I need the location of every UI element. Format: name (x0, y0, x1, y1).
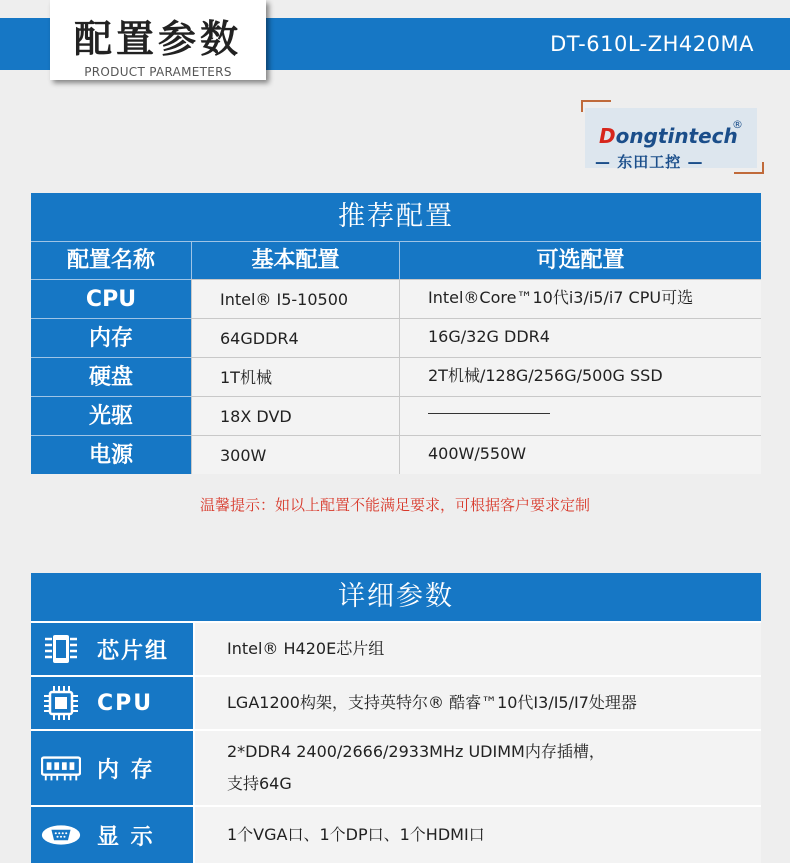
detail-title: 详细参数 (31, 573, 761, 621)
table-row (31, 318, 761, 357)
row-basic: 1T机械 (191, 358, 399, 396)
title-card (50, 0, 266, 80)
row-optional: 2T机械/128G/256G/500G SSD (399, 358, 761, 396)
detail-label (31, 731, 193, 805)
logo-corner-decoration (734, 162, 764, 174)
detail-value-line: Intel® H420E芯片组 (227, 639, 385, 658)
detail-label (31, 677, 193, 729)
detail-label (31, 807, 193, 863)
customization-tip: 温馨提示：如以上配置不能满足要求，可根据客户要求定制 (199, 496, 590, 514)
detail-value (193, 677, 761, 729)
detail-row (31, 805, 761, 863)
header-config-name: 配置名称 (66, 248, 155, 273)
row-name: 光驱 (31, 396, 191, 435)
row-name: 硬盘 (31, 357, 191, 396)
logo-cn-text: — 东田工控 — (595, 153, 704, 171)
row-name: CPU (31, 279, 191, 318)
page-title: 配置参数 (73, 17, 242, 61)
detail-row (31, 621, 761, 675)
logo-box (585, 108, 757, 171)
row-name: 电源 (31, 435, 191, 474)
detail-label-text: 内 存 (97, 757, 155, 783)
detail-label-text: 芯片组 (97, 638, 170, 664)
table-header-row (31, 241, 761, 279)
detail-row (31, 729, 761, 805)
table-row (31, 357, 761, 396)
detail-label-text: CPU (97, 690, 154, 716)
page-subtitle: PRODUCT PARAMETERS (84, 65, 232, 79)
detail-label (31, 623, 193, 675)
row-optional: 16G/32G DDR4 (399, 319, 761, 357)
logo-text: Dongtintech (599, 124, 738, 148)
row-basic: 18X DVD (191, 397, 399, 435)
detail-value (193, 807, 761, 863)
detail-value-line: 2*DDR4 2400/2666/2933MHz UDIMM内存插槽， (227, 742, 605, 761)
recommended-config-table (31, 193, 761, 474)
detail-value (193, 731, 761, 805)
registered-mark: ® (732, 118, 743, 131)
brand-logo (585, 100, 760, 172)
detail-value-line: LGA1200构架，支持英特尔® 酷睿™10代I3/I5/I7处理器 (227, 693, 637, 712)
row-basic: 64GDDR4 (191, 319, 399, 357)
none-dash (428, 413, 550, 414)
detail-row (31, 675, 761, 729)
detail-label-text: 显 示 (97, 824, 155, 850)
table-row (31, 279, 761, 318)
detail-value-line: 支持64G (227, 774, 292, 793)
table-row (31, 435, 761, 474)
model-name: DT-610L-ZH420MA (550, 32, 754, 56)
table-row (31, 396, 761, 435)
chipset-icon (41, 629, 81, 669)
detail-value (193, 623, 761, 675)
row-basic: Intel® I5-10500 (191, 280, 399, 318)
recommended-title: 推荐配置 (31, 193, 761, 241)
detailed-params-table (31, 573, 761, 863)
header-optional-config: 可选配置 (399, 242, 761, 279)
row-basic: 300W (191, 436, 399, 474)
detail-value-line: 1个VGA口、1个DP口、1个HDMI口 (227, 825, 485, 844)
row-optional: 400W/550W (399, 436, 761, 474)
memory-icon (41, 748, 81, 788)
row-optional-none (399, 397, 761, 435)
header-basic-config: 基本配置 (191, 242, 399, 279)
row-optional: Intel®Core™10代i3/i5/i7 CPU可选 (399, 280, 761, 318)
cpu-icon (41, 683, 81, 723)
display-port-icon (41, 815, 81, 855)
row-name: 内存 (31, 318, 191, 357)
